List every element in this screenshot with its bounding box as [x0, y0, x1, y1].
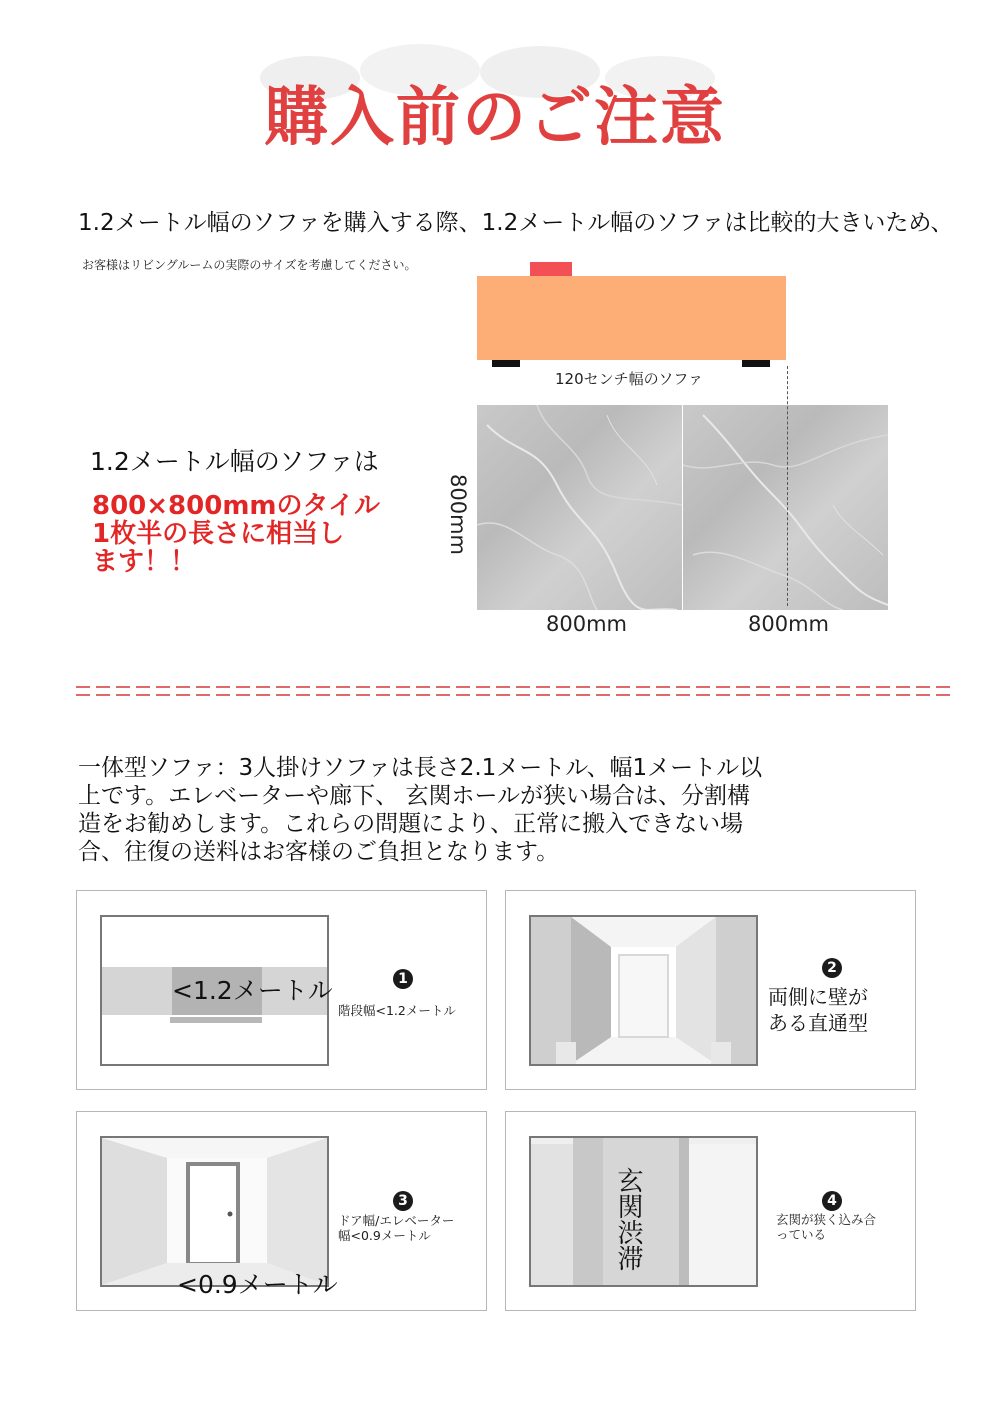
marble-tile-right — [683, 405, 888, 610]
paragraph-line: 合、往復の送料はお客様のご負担となります。 — [78, 839, 560, 865]
width-overlay: <0.9メートル — [177, 1270, 338, 1299]
panel-caption — [338, 1213, 454, 1243]
panel-entrance — [505, 1111, 916, 1311]
lead-highlight — [92, 492, 380, 576]
panel-stairs — [76, 890, 487, 1090]
caption-line: 玄関が狭く込み合 — [776, 1212, 877, 1227]
number-badge: 4 — [822, 1191, 842, 1211]
tile-height-label: 800mm — [446, 474, 470, 555]
tile-width-label: 800mm — [748, 612, 829, 636]
panel-caption — [338, 1003, 456, 1018]
consider-note: お客様はリビングルームの実際のサイズを考慮してください。 — [82, 258, 417, 272]
sofa-end-marker — [787, 366, 788, 606]
lead-highlight-line: 1枚半の長さに相当し — [92, 519, 345, 549]
intro-text: 1.2メートル幅のソファを購入する際、1.2メートル幅のソファは比較的大きいため、 — [78, 210, 954, 236]
marble-tile-left — [477, 405, 682, 610]
caption-line: っている — [776, 1227, 827, 1242]
caption-line: 両側に壁が — [768, 985, 868, 1009]
sofa-leg-left — [492, 360, 520, 367]
number-badge: 3 — [393, 1191, 413, 1211]
caption-line: 幅<0.9メートル — [338, 1228, 431, 1243]
panel-caption — [776, 1212, 876, 1242]
width-overlay: <1.2メートル — [172, 976, 333, 1005]
lead-highlight-line: 800×800mmのタイル — [92, 491, 380, 521]
section-divider — [76, 684, 956, 698]
entrance-overlay: 玄関渋滞 — [613, 1167, 643, 1271]
notice-paragraph — [78, 754, 762, 866]
caption-line: ドア幅/エレベーター — [338, 1213, 455, 1228]
page-title: 購入前のご注意 — [264, 81, 726, 155]
caption-line: 階段幅<1.2メートル — [338, 1003, 456, 1018]
sofa-caption: 120センチ幅のソファ — [555, 370, 704, 388]
paragraph-line: 上です。エレベーターや廊下、 玄関ホールが狭い場合は、分割構 — [78, 783, 751, 809]
panel-caption — [768, 984, 868, 1036]
paragraph-line: 造をお勧めします。これらの問題により、正常に搬入できない場 — [78, 811, 744, 837]
lead-highlight-line: ます！！ — [92, 547, 197, 577]
number-badge: 1 — [393, 969, 413, 989]
sofa-arm — [477, 276, 537, 312]
panel-door — [76, 1111, 487, 1311]
paragraph-line: 一体型ソファ：3人掛けソファは長さ2.1メートル、幅1メートル以 — [78, 755, 763, 781]
tile-width-label: 800mm — [546, 612, 627, 636]
entrance-illustration — [529, 1136, 758, 1287]
corridor-illustration — [529, 915, 758, 1066]
caption-line: ある直通型 — [768, 1011, 868, 1035]
panel-corridor — [505, 890, 916, 1090]
number-badge: 2 — [822, 958, 842, 978]
lead-text: 1.2メートル幅のソファは — [90, 447, 379, 476]
sofa-leg-right — [742, 360, 770, 367]
